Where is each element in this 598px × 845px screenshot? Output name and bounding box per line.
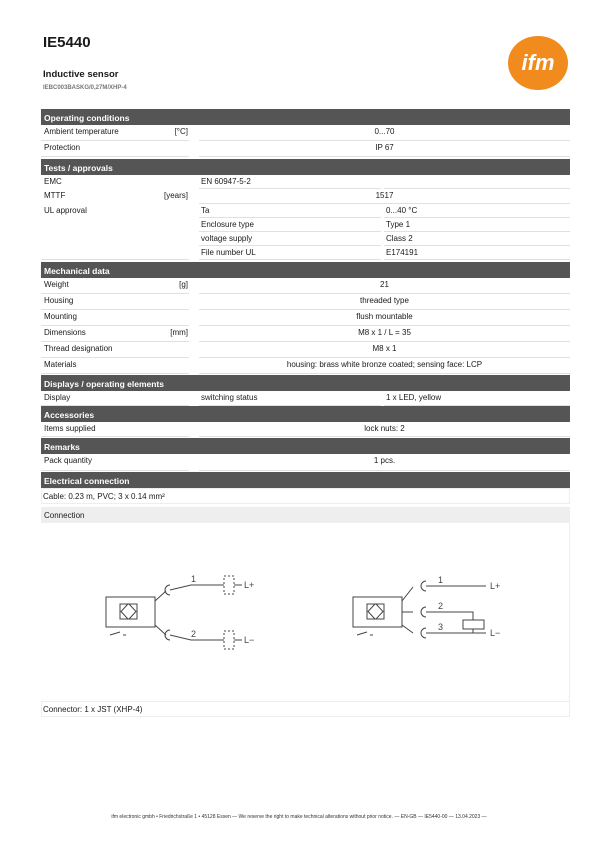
row-divider (41, 156, 189, 157)
row-protection (41, 141, 570, 157)
rail-label: L− (490, 628, 501, 638)
row-mttf (41, 189, 570, 204)
sensor-symbol-left (120, 604, 137, 619)
row-items-supplied (41, 422, 570, 437)
row-dimensions (41, 326, 570, 342)
display-value: 1 x LED, yellow (386, 393, 442, 402)
load-left-2 (224, 631, 234, 649)
switch-symbol-left (110, 632, 126, 635)
wire-right-2 (426, 612, 473, 620)
dimensions-label: Dimensions (44, 328, 86, 337)
connector-left-1 (165, 585, 170, 595)
protection-label: Protection (44, 143, 81, 152)
pack-value: 1 pcs. (373, 456, 396, 465)
wiring-diagram (41, 523, 570, 701)
section-mechanical-data: Mechanical data (41, 262, 570, 278)
product-code: IEBC003BASKG/0,27M/XHP-4 (43, 85, 127, 91)
sensor-body-left (106, 597, 155, 627)
row-materials (41, 358, 570, 374)
ifm-logo (508, 36, 568, 90)
section-accessories: Accessories (41, 406, 570, 422)
mounting-label: Mounting (44, 312, 77, 321)
pin-label: 2 (191, 629, 197, 639)
wire-left-2 (170, 635, 224, 640)
protection-value: IP 67 (375, 143, 394, 152)
row-display (41, 391, 570, 406)
product-subtitle: Inductive sensor (43, 69, 119, 80)
load-right (463, 620, 484, 629)
rail-label: L+ (244, 580, 255, 590)
load-left-1 (224, 576, 234, 594)
emc-label: EMC (44, 177, 62, 186)
pin-label: 1 (438, 575, 444, 585)
display-label: Display (44, 393, 71, 402)
mttf-value: 1517 (375, 191, 394, 200)
connector-right-1 (421, 581, 426, 591)
wire-right (402, 587, 413, 633)
ul-key: Enclosure type (201, 220, 254, 229)
section-displays: Displays / operating elements (41, 375, 570, 391)
rail-label: L+ (490, 581, 501, 591)
ul-key: File number UL (201, 248, 256, 257)
ul-key: Ta (201, 206, 210, 215)
items-label: Items supplied (44, 424, 96, 433)
mounting-value: flush mountable (356, 312, 413, 321)
row-ambient-temperature (41, 125, 570, 141)
row-pack-quantity (41, 454, 570, 471)
row-thread (41, 342, 570, 358)
materials-label: Materials (44, 360, 77, 369)
row-divider (199, 373, 570, 374)
cable-spec: Cable: 0.23 m, PVC; 3 x 0.14 mm² (41, 488, 570, 504)
ul-value: Class 2 (386, 234, 413, 243)
ul-label: UL approval (44, 206, 87, 215)
section-electrical-connection: Electrical connection (41, 472, 570, 488)
section-tests-approvals: Tests / approvals (41, 159, 570, 175)
pin-label: 3 (438, 622, 444, 632)
thread-value: M8 x 1 (372, 344, 397, 353)
row-divider (41, 259, 189, 260)
row-divider (199, 436, 570, 437)
connection-header: Connection (41, 507, 570, 523)
connector-right-2 (421, 607, 426, 617)
row-divider (199, 156, 570, 157)
mttf-unit: [years] (163, 191, 188, 200)
materials-value: housing: brass white bronze coated; sensing face: LCP (286, 360, 483, 369)
wiring-diagram-area (41, 523, 570, 701)
row-divider (199, 470, 570, 471)
connector-right-3 (421, 628, 426, 638)
ul-value: E174191 (386, 248, 419, 257)
pin-label: 1 (191, 574, 197, 584)
row-divider (41, 470, 189, 471)
dimensions-unit: [mm] (170, 328, 188, 337)
product-title: IE5440 (43, 34, 91, 51)
weight-unit: [g] (179, 280, 188, 289)
section-remarks: Remarks (41, 438, 570, 454)
mttf-label: MTTF (44, 191, 66, 200)
connector-spec: Connector: 1 x JST (XHP-4) (41, 701, 570, 717)
section-operating-conditions: Operating conditions (41, 109, 570, 125)
sensor-body-right (353, 597, 402, 627)
housing-label: Housing (44, 296, 74, 305)
row-divider (384, 259, 570, 260)
weight-value: 21 (380, 280, 389, 289)
housing-value: threaded type (360, 296, 409, 305)
dimensions-value: M8 x 1 / L = 35 (358, 328, 411, 337)
row-divider (41, 373, 189, 374)
thread-label: Thread designation (44, 344, 113, 353)
rail-label: L− (244, 635, 255, 645)
row-ul-ta (41, 204, 570, 218)
row-weight (41, 278, 570, 294)
sensor-symbol-right (368, 604, 383, 619)
sensor-symbol-left (121, 604, 136, 619)
ambient-unit: [°C] (174, 127, 188, 136)
page-footer: ifm electronic gmbh • Friedrichstraße 1 • 45128 Essen — We reserve the right to make technical alterations without prior notice. — EN-GB — IE5440-00 — 13.04.2023 — (111, 814, 487, 820)
display-key: switching status (201, 393, 258, 402)
ambient-label: Ambient temperature (44, 127, 119, 136)
ambient-value: 0...70 (374, 127, 395, 136)
row-divider (41, 436, 189, 437)
weight-label: Weight (44, 280, 69, 289)
emc-value: EN 60947-5-2 (201, 177, 251, 186)
logo-text: ifm (521, 50, 555, 75)
ul-value: Type 1 (386, 220, 411, 229)
row-divider (199, 259, 381, 260)
row-mounting (41, 310, 570, 326)
pack-label: Pack quantity (44, 456, 93, 465)
ul-value: 0...40 °C (386, 206, 418, 215)
ul-key: voltage supply (201, 234, 253, 243)
pin-label: 2 (438, 601, 444, 611)
row-emc (41, 175, 570, 189)
switch-symbol-right (357, 632, 373, 635)
items-value: lock nuts: 2 (364, 424, 405, 433)
wire-left-1 (170, 585, 224, 590)
wire-left-rail (234, 585, 242, 640)
row-ul-file (41, 246, 570, 260)
row-ul-enclosure (41, 218, 570, 232)
wire-left (155, 591, 166, 635)
row-ul-voltage (41, 232, 570, 246)
row-housing (41, 294, 570, 310)
sensor-symbol-right (367, 604, 384, 619)
